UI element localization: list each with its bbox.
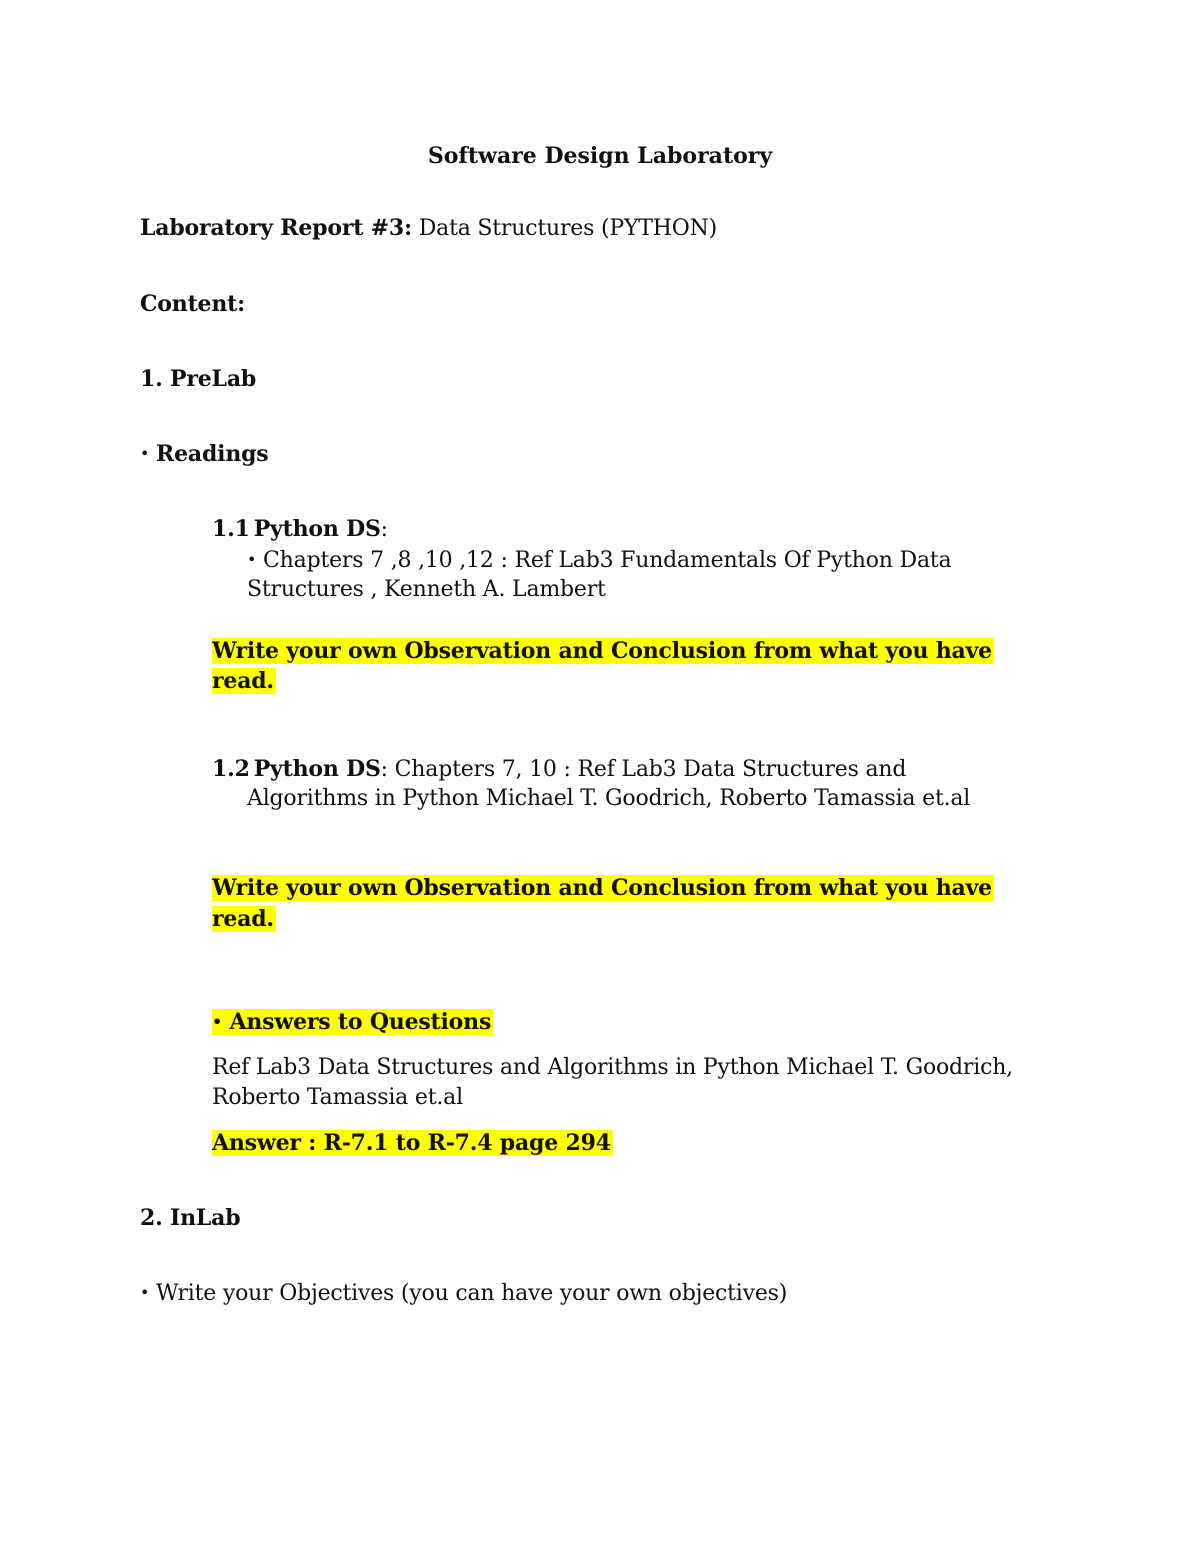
report-topic: Data Structures (PYTHON)	[418, 216, 718, 241]
instruction-2-line-2	[212, 904, 276, 935]
objectives-text: Write your Objectives (you can have your own objectives)	[156, 1281, 788, 1306]
prelab-heading: 1. PreLab	[140, 366, 257, 392]
bullet-icon: •	[212, 1012, 223, 1031]
item-1-2-text-1: : Chapters 7, 10 : Ref Lab3 Data Structures and	[380, 757, 907, 782]
bullet-icon: •	[140, 1283, 150, 1302]
report-line	[140, 213, 717, 244]
instruction-1-line-2	[212, 666, 276, 697]
item-1-1-number: 1.1	[212, 516, 250, 542]
answers-ref-line-1: Ref Lab3 Data Structures and Algorithms in Python Michael T. Goodrich,	[212, 1055, 1013, 1080]
answer-range: Answer : R-7.1 to R-7.4 page 294	[212, 1130, 611, 1156]
instruction-2-line-1	[212, 873, 994, 904]
item-1-2-number: 1.2	[212, 756, 250, 782]
item-1-2-label: Python DS	[253, 756, 381, 782]
answers-heading-highlight	[212, 1009, 493, 1035]
answer-range-line	[212, 1128, 613, 1159]
instruction-1-line-1	[212, 636, 994, 667]
item-1-1-bullet-line-2: Structures , Kenneth A. Lambert	[247, 577, 606, 602]
instruction-2-text-1: Write your own Observation and Conclusion from what you have	[212, 875, 992, 901]
item-1-1-bullet-line-1	[247, 545, 951, 576]
bullet-icon: •	[140, 444, 150, 463]
report-label: Laboratory Report #3:	[140, 215, 412, 241]
item-1-1-colon: :	[380, 517, 388, 542]
instruction-1-text-1: Write your own Observation and Conclusion from what you have	[212, 638, 992, 664]
item-1-1-text-1: Chapters 7 ,8 ,10 ,12 : Ref Lab3 Fundamentals Of Python Data	[263, 548, 952, 573]
item-1-1-label: Python DS	[253, 516, 381, 542]
answers-heading	[212, 1007, 493, 1038]
item-1-1-heading	[212, 514, 388, 545]
item-1-2-line-2: Algorithms in Python Michael T. Goodrich, Roberto Tamassia et.al	[247, 786, 971, 811]
objectives-item	[140, 1278, 787, 1309]
inlab-heading: 2. InLab	[140, 1205, 241, 1231]
answers-label: Answers to Questions	[229, 1009, 492, 1035]
instruction-1-text-2: read.	[212, 668, 274, 694]
answers-ref-line-2: Roberto Tamassia et.al	[212, 1085, 463, 1110]
document-title: Software Design Laboratory	[427, 143, 773, 169]
readings-label: Readings	[156, 441, 269, 467]
instruction-2-text-2: read.	[212, 906, 274, 932]
bullet-icon: •	[247, 550, 257, 569]
content-label: Content:	[140, 291, 246, 317]
item-1-2-line-1	[212, 754, 906, 785]
readings-item	[140, 439, 269, 470]
